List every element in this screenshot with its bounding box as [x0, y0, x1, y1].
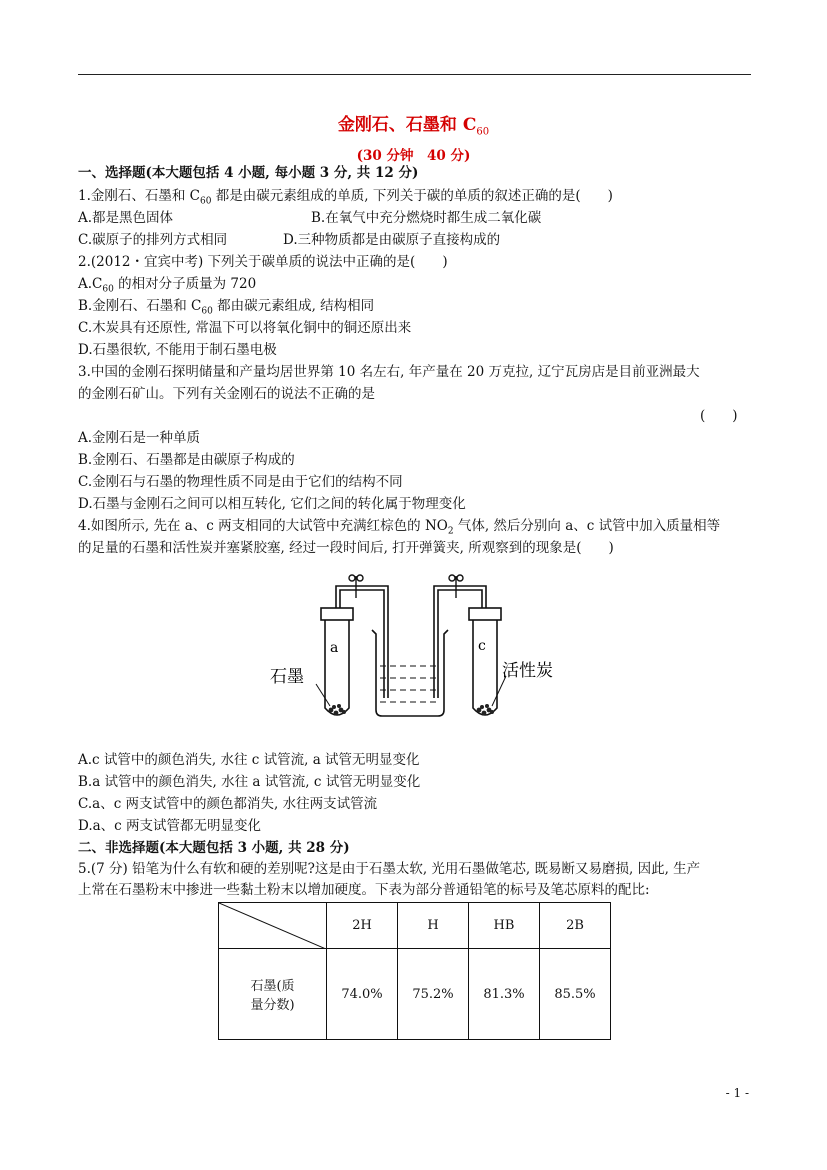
table-value-cell: 81.3% [469, 949, 540, 1040]
table-value-cell: 74.0% [327, 949, 398, 1040]
apparatus-figure [268, 570, 573, 730]
pencil-lead-table [218, 902, 611, 1040]
stopper-c [469, 608, 501, 620]
tube-left [336, 586, 388, 698]
test-tube-a [325, 620, 349, 715]
table-header-cell: HB [469, 903, 540, 949]
table-corner-cell [219, 903, 327, 949]
q2-option-d: D.石墨很软, 不能用于制石墨电极 [78, 342, 277, 358]
label-graphite: 石墨 [270, 667, 304, 687]
label-c: c [478, 638, 486, 654]
table-value-cell: 75.2% [398, 949, 469, 1040]
test-tube-c [473, 620, 497, 715]
q5-stem-line2: 上常在石墨粉末中掺进一些黏土粉末以增加硬度。下表为部分普通铅笔的标号及笔芯原料的配比: [78, 882, 650, 898]
table-row-label: 石墨(质 量分数) [219, 949, 327, 1040]
q2-option-a: $A.C_{60}$ 的相对分子质量为 720 [78, 276, 257, 295]
q3-option-a: A.金刚石是一种单质 [78, 430, 201, 446]
q1-stem: 1.金刚石、石墨和 $C_{60}$ 都是由碳元素组成的单质, 下列关于碳的单质的叙述正确的是( ) [78, 188, 613, 207]
q2-stem: 2.(2012・宜宾中考) 下列关于碳单质的说法中正确的是( ) [78, 254, 448, 270]
q3-option-d: D.石墨与金刚石之间可以相互转化, 它们之间的转化属于物理变化 [78, 496, 466, 512]
q4-option-a: A.c 试管中的颜色消失, 水往 c 试管流, a 试管无明显变化 [78, 752, 420, 768]
q5-stem-line1: 5.(7 分) 铅笔为什么有软和硬的差别呢?这是由于石墨太软, 光用石墨做笔芯, 既易断又易磨损, 因此, 生产 [78, 861, 701, 877]
q3-stem-line1: 3.中国的金刚石探明储量和产量均居世界第 10 名左右, 年产量在 20 万克拉, 辽宁瓦房店是目前亚洲最大 [78, 364, 700, 380]
q4-option-b: B.a 试管中的颜色消失, 水往 a 试管流, c 试管无明显变化 [78, 774, 421, 790]
q4-stem-line2: 的足量的石墨和活性炭并塞紧胶塞, 经过一段时间后, 打开弹簧夹, 所观察到的现象是( ) [78, 540, 614, 556]
page-subtitle: (30 分钟 40 分) [356, 148, 471, 164]
q2-option-c: C.木炭具有还原性, 常温下可以将氧化铜中的铜还原出来 [78, 320, 412, 336]
section-heading-choice: 一、选择题(本大题包括 4 小题, 每小题 3 分, 共 12 分) [78, 165, 419, 181]
page-title: 金刚石、石墨和 $C_{60}$ [337, 115, 490, 138]
q4-stem-line1: 4.如图所示, 先在 a、c 两支相同的大试管中充满红棕色的 $NO_2$ 气体, 然后分别向 a、c 试管中加入质量相等 [78, 518, 721, 537]
water-surface [380, 666, 440, 702]
q4-option-c: C.a、c 两支试管中的颜色都消失, 水往两支试管流 [78, 796, 378, 812]
q4-option-d: D.a、c 两支试管都无明显变化 [78, 818, 262, 834]
q3-option-b: B.金刚石、石墨都是由碳原子构成的 [78, 452, 295, 468]
page-number: - 1 - [725, 1086, 749, 1100]
table-header-cell: H [398, 903, 469, 949]
diagonal-divider [219, 903, 326, 949]
q3-stem-line2: 的金刚石矿山。下列有关金刚石的说法不正确的是 [78, 386, 375, 402]
label-a: a [330, 640, 339, 656]
table-header-cell: 2H [327, 903, 398, 949]
q3-answer-bracket: ( ) [700, 408, 738, 424]
q1-option-c: C.碳原子的排列方式相同 [78, 232, 228, 248]
q2-option-b: B.金刚石、石墨和 $C_{60}$ 都由碳元素组成, 结构相同 [78, 298, 375, 317]
q1-option-a: A.都是黑色固体 [78, 210, 174, 226]
label-activated-carbon: 活性炭 [502, 661, 553, 681]
header-rule [78, 74, 751, 75]
table-value-cell: 85.5% [540, 949, 611, 1040]
table-header-cell: 2B [540, 903, 611, 949]
q3-option-c: C.金刚石与石墨的物理性质不同是由于它们的结构不同 [78, 474, 403, 490]
q1-option-d: D.三种物质都是由碳原子直接构成的 [283, 232, 501, 248]
stopper-a [321, 608, 353, 620]
q1-option-b: B.在氧气中充分燃烧时都生成二氧化碳 [311, 210, 542, 226]
section-heading-nonchoice: 二、非选择题(本大题包括 3 小题, 共 28 分) [78, 840, 350, 856]
